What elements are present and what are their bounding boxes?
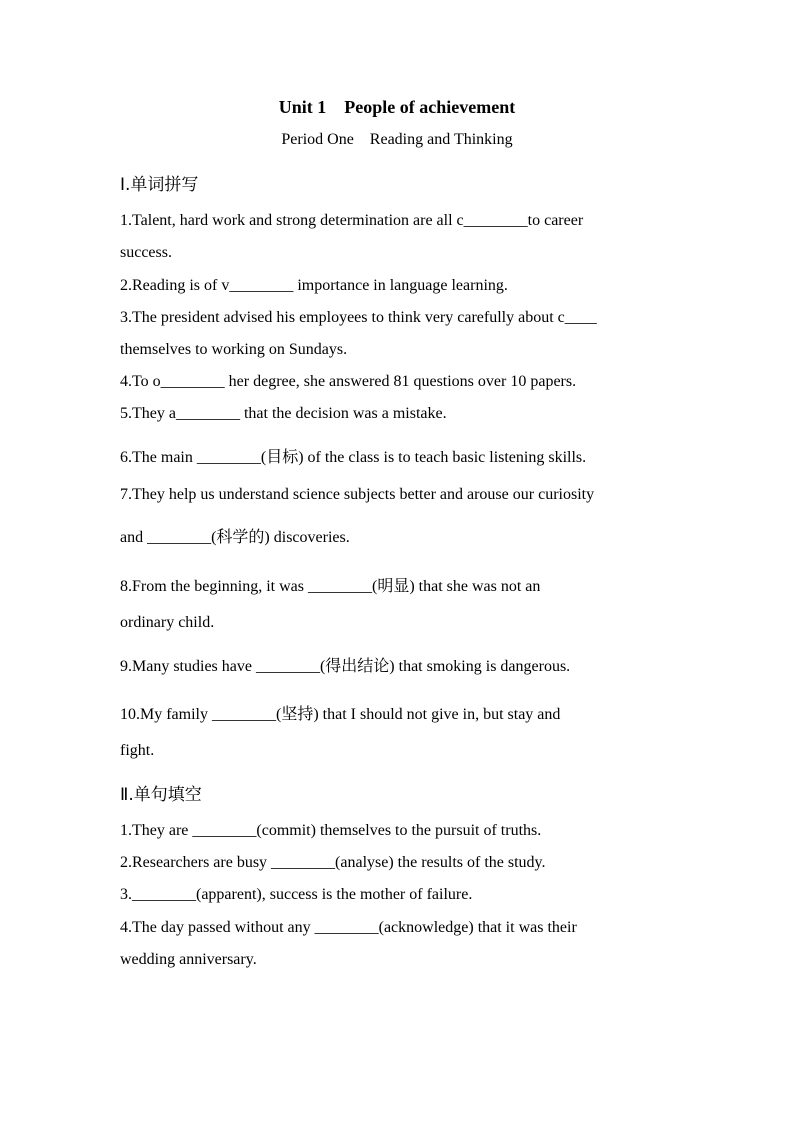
question-line: themselves to working on Sundays. — [120, 341, 348, 358]
question-line: 1.They are ________(commit) themselves to the pursuit of truths. — [120, 822, 542, 839]
question-line: 4.To o________ her degree, she answered 81 questions over 10 papers. — [120, 373, 577, 390]
question-line: 8.From the beginning, it was ________(明显) that she was not an — [120, 578, 541, 595]
question-line: 3.The president advised his employees to think very carefully about c____ — [120, 309, 597, 326]
section-heading-fill-in: Ⅱ.单句填空 — [120, 785, 202, 805]
period-subtitle: Period One Reading and Thinking — [281, 131, 513, 148]
question-line: 1.Talent, hard work and strong determination are all c________to career — [120, 212, 584, 229]
section-heading-spelling: Ⅰ.单词拼写 — [120, 175, 199, 195]
question-line: 6.The main ________(目标) of the class is to teach basic listening skills. — [120, 449, 587, 466]
question-line: and ________(科学的) discoveries. — [120, 529, 350, 546]
question-line: 7.They help us understand science subjects better and arouse our curiosity — [120, 486, 595, 503]
question-line: 5.They a________ that the decision was a mistake. — [120, 405, 447, 422]
question-line: 9.Many studies have ________(得出结论) that smoking is dangerous. — [120, 658, 571, 675]
question-line: 2.Reading is of v________ importance in language learning. — [120, 277, 508, 294]
question-line: 3.________(apparent), success is the mother of failure. — [120, 886, 473, 903]
question-line: success. — [120, 244, 172, 261]
unit-title: Unit 1 People of achievement — [278, 97, 516, 117]
question-line: 4.The day passed without any ________(acknowledge) that it was their — [120, 919, 577, 936]
question-line: 10.My family ________(坚持) that I should not give in, but stay and — [120, 706, 561, 723]
question-line: wedding anniversary. — [120, 951, 257, 968]
question-line: fight. — [120, 742, 155, 759]
question-line: 2.Researchers are busy ________(analyse) the results of the study. — [120, 854, 546, 871]
question-line: ordinary child. — [120, 614, 215, 631]
